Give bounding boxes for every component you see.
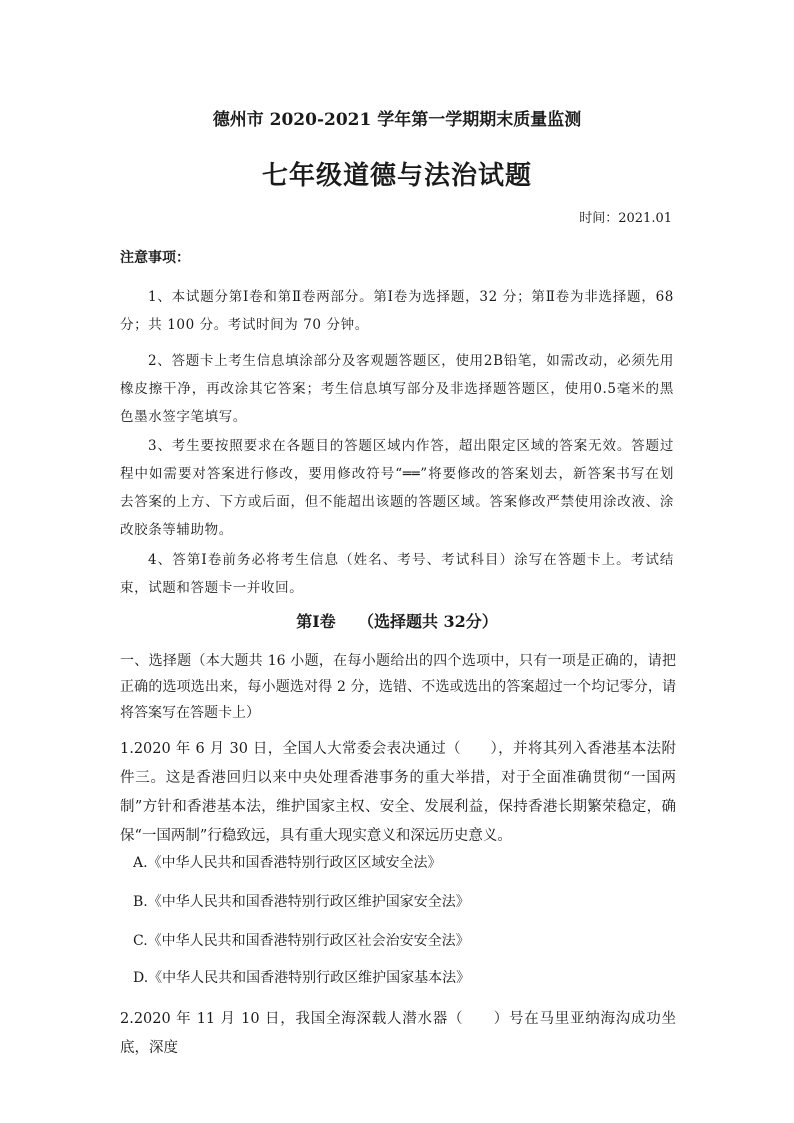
notice-item: 2、答题卡上考生信息填涂部分及客观题答题区，使用2B铅笔，如需改动，必须先用橡皮擦干净，再改涂其它答案；考生信息填写部分及非选择题答题区，使用0.5毫米的黑色墨水签字笔填写。	[120, 353, 674, 425]
notice-heading: 注意事项：	[120, 250, 190, 266]
subject-title: 七年级道德与法治试题	[261, 161, 532, 191]
notice-item: 3、考生要按照要求在各题目的答题区域内作答，超出限定区域的答案无效。答题过程中如需要对答案进行修改，要用修改符号“══”将要修改的答案划去，新答案书写在划去答案的上方、下方或后面，但不能超出该题的答题区域。答案修改严禁使用涂改液、涂改胶条等辅助物。	[120, 438, 674, 538]
section-part: 第Ⅰ卷	[296, 612, 336, 631]
exam-time: 时间：2021.01	[579, 211, 672, 226]
section-heading	[0, 609, 794, 632]
question-option: C.《中华人民共和国香港特别行政区社会治安安全法》	[133, 933, 470, 949]
notice-item: 1、本试题分第Ⅰ卷和第Ⅱ卷两部分。第Ⅰ卷为选择题，32 分；第Ⅱ卷为非选择题，68 分；共 100 分。考试时间为 70 分钟。	[120, 289, 674, 333]
section-desc: （选择题共 32分）	[357, 612, 498, 631]
question-stem: 1.2020 年 6 月 30 日，全国人大常委会表决通过（ ），并将其列入香港基本法附件三。这是香港回归以来中央处理香港事务的重大举措，对于全面准确贯彻“一国两制”方针和香港基本法，维护国家主权、安全、发展利益，保持香港长期繁荣稳定，确保“一国两制”行稳致远，具有重大现实意义和深远历史意义。	[120, 741, 676, 844]
section-instructions: 一、选择题（本大题共 16 小题，在每小题给出的四个选项中，只有一项是正确的，请把正确的选项选出来，每小题选对得 2 分，选错、不选或选出的答案超过一个均记零分，请将答案写在答题卡上）	[120, 653, 676, 721]
exam-title: 德州市 2020-2021 学年第一学期期末质量监测	[212, 110, 582, 130]
question-option: D.《中华人民共和国香港特别行政区维护国家基本法》	[133, 970, 471, 986]
question-option: A.《中华人民共和国香港特别行政区区域安全法》	[133, 855, 442, 871]
question-option: B.《中华人民共和国香港特别行政区维护国家安全法》	[133, 894, 470, 910]
question-stem: 2.2020 年 11 月 10 日，我国全海深载人潜水器（ ）号在马里亚纳海沟成功坐底，深度	[120, 1011, 676, 1056]
notice-item: 4、答第Ⅰ卷前务必将考生信息（姓名、考号、考试科目）涂写在答题卡上。考试结束，试题和答题卡一并收回。	[120, 552, 674, 596]
